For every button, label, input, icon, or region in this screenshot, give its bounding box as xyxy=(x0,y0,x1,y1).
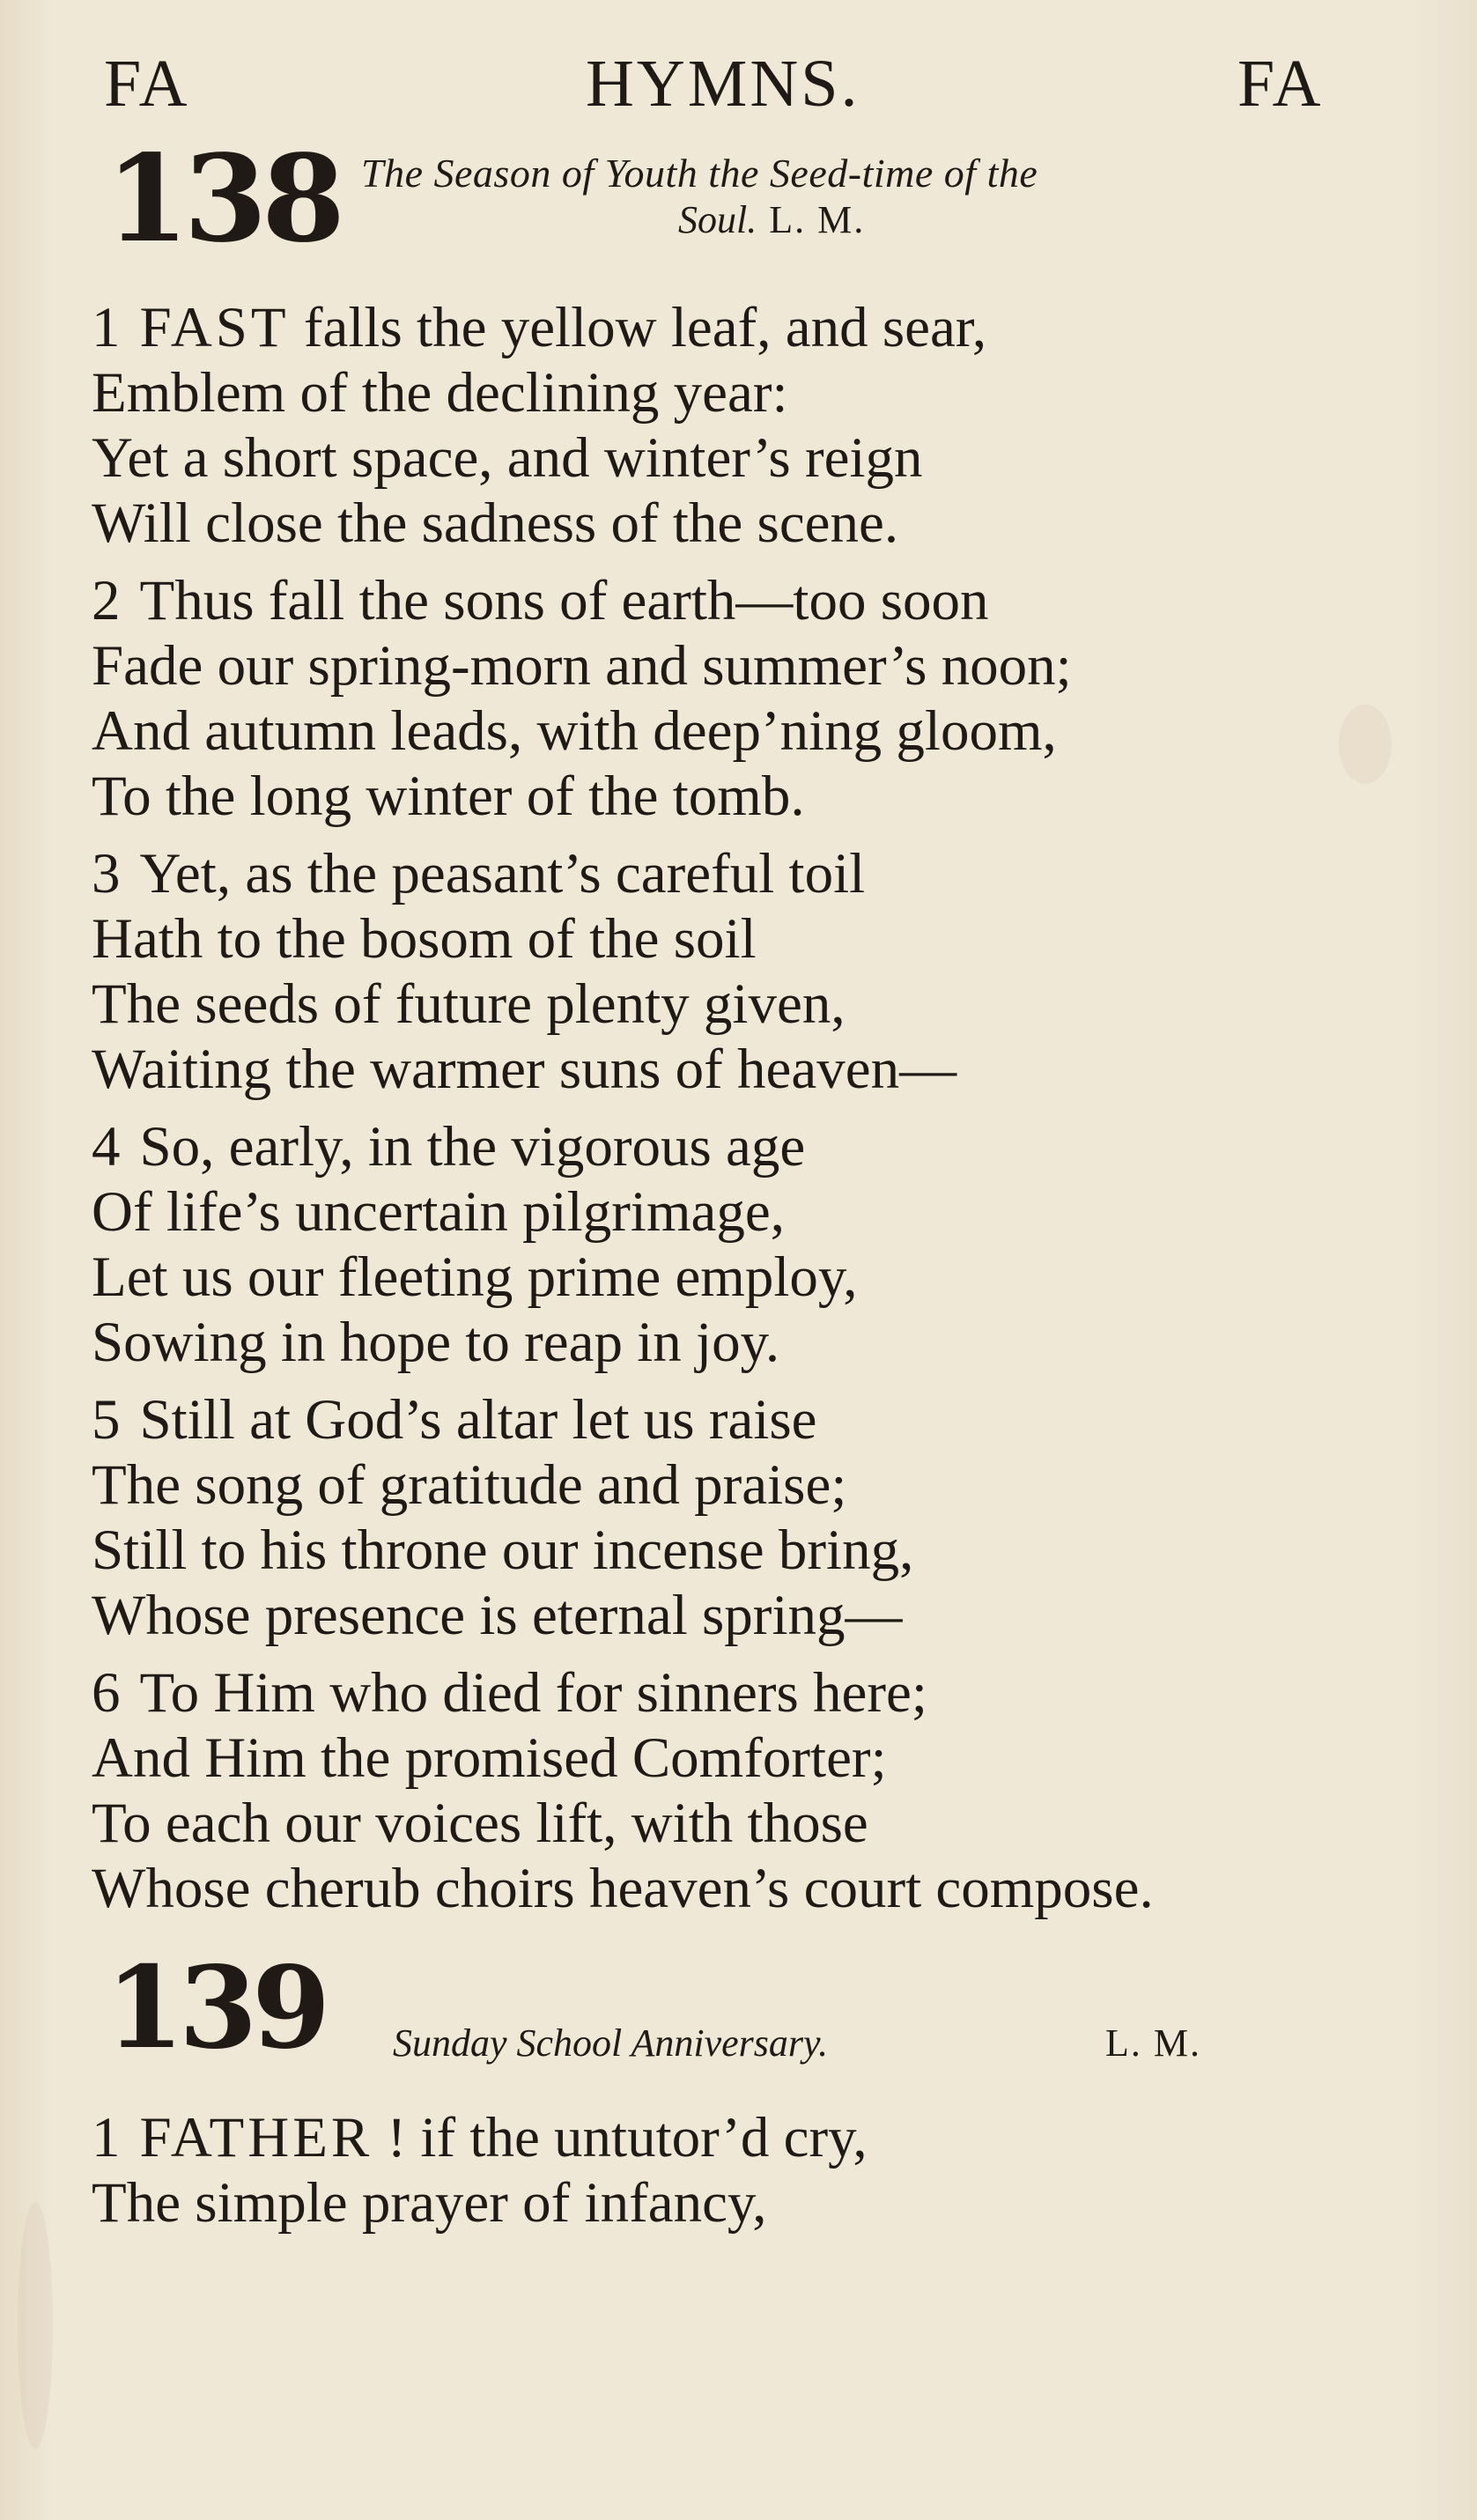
running-head-title: HYMNS. xyxy=(586,47,860,121)
stanza-5 xyxy=(92,1387,1377,1648)
verse-line: 2 Thus fall the sons of earth—too soon xyxy=(92,569,989,632)
verse-line: Emblem of the declining year: xyxy=(92,361,788,425)
verse-line: And Him the promised Comforter; xyxy=(92,1726,887,1790)
verse-line: Waiting the warmer suns of heaven— xyxy=(92,1038,957,1101)
hymn-meter: L. M. xyxy=(769,198,866,241)
running-head xyxy=(0,48,1477,119)
verse-line: And autumn leads, with deep’ning gloom, xyxy=(92,699,1057,763)
verse-line: 5 Still at God’s altar let us raise xyxy=(92,1388,817,1452)
hymn-title: Sunday School Anniversary. xyxy=(393,2021,829,2065)
verse-line: Hath to the bosom of the soil xyxy=(92,907,757,971)
verse-line: Let us our fleeting prime employ, xyxy=(92,1245,858,1309)
stanza-2 xyxy=(92,568,1377,829)
verse-line: 3 Yet, as the peasant’s careful toil xyxy=(92,842,866,905)
hymn-title: The Season of Youth the Seed-time of the xyxy=(361,151,1038,196)
verse-line: Sowing in hope to reap in joy. xyxy=(92,1311,780,1374)
running-head-left: FA xyxy=(104,47,190,121)
verse-line: Still to his throne our incense bring, xyxy=(92,1519,914,1582)
verse-line: 4 So, early, in the vigorous age xyxy=(92,1115,806,1179)
hymn-138-header xyxy=(106,129,1356,270)
stanza-6 xyxy=(92,1660,1377,1921)
hymn-139-stanza-1 xyxy=(92,2105,1377,2235)
running-head-right: FA xyxy=(1237,47,1324,121)
verse-line: 6 To Him who died for sinners here; xyxy=(92,1661,927,1725)
verse-line: 1 FAST falls the yellow leaf, and sear, xyxy=(92,296,987,359)
paper-stain xyxy=(18,2202,53,2449)
hymn-title-continued: Soul. L. M. xyxy=(678,198,866,241)
stanza-4 xyxy=(92,1114,1377,1375)
verse-line: To the long winter of the tomb. xyxy=(92,765,805,828)
verse-line: Whose presence is eternal spring— xyxy=(92,1584,903,1647)
verse-line: The seeds of future plenty given, xyxy=(92,972,846,1036)
verse-line: The song of gratitude and praise; xyxy=(92,1453,847,1517)
verse-line: Yet a short space, and winter’s reign xyxy=(92,426,923,490)
stanza-3 xyxy=(92,841,1377,1102)
stanza-1 xyxy=(92,295,1377,556)
hymn-meter: L. M. xyxy=(1105,2021,1201,2065)
hymn-number: 138 xyxy=(106,129,340,270)
hymn-139-header xyxy=(106,1942,1356,2079)
verse-line: 1 FATHER ! if the untutor’d cry, xyxy=(92,2106,868,2169)
verse-line: Fade our spring-morn and summer’s noon; xyxy=(92,634,1072,698)
verse-line: To each our voices lift, with those xyxy=(92,1792,868,1855)
verse-line: Will close the sadness of the scene. xyxy=(92,491,899,555)
verse-line: The simple prayer of infancy, xyxy=(92,2171,767,2235)
verse-line: Of life’s uncertain pilgrimage, xyxy=(92,1180,785,1244)
verse-line: Whose cherub choirs heaven’s court compose. xyxy=(92,1857,1154,1920)
hymn-number: 139 xyxy=(106,1942,326,2074)
